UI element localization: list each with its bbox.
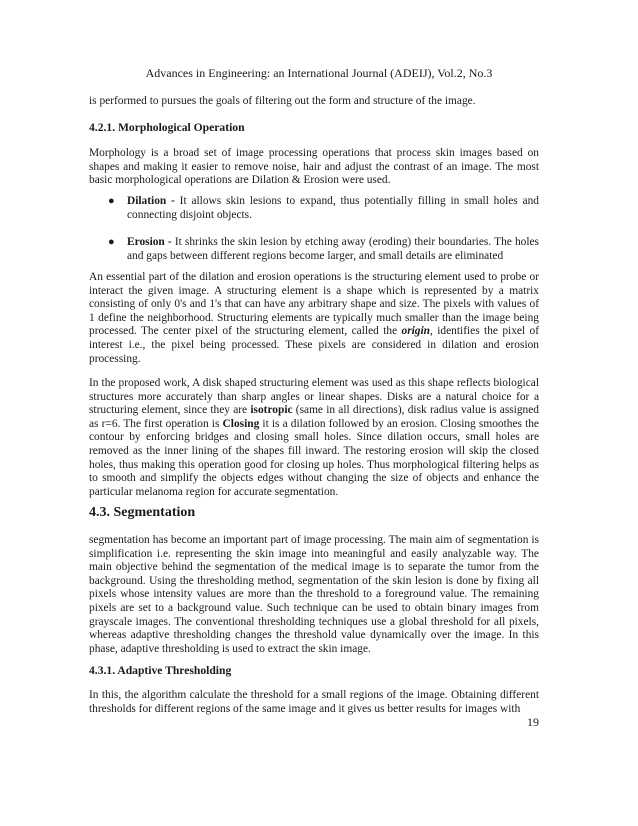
segmentation-paragraph: segmentation has become an important part of image processing. The main aim of segmentation is simplification i.e. representing the skin image into meaningful and easily analyzable way. The main objective behind the segmentation of the medical image is to separate the tumor from the background. Using the thresholding method, segmentation of the skin lesion is done by fixing all pixels whose intensity values are more than the threshold to a foreground value. The remaining pixels are set to a background value. Such technique can be used to obtain binary images from grayscale images. The conventional thresholding techniques use a global threshold for all pixels, whereas adaptive thresholding changes the threshold value dynamically over the image. In this phase, adaptive thresholding is used to extract the skin image. [89,534,539,655]
dilation-description: It allows skin lesions to expand, thus potentially filling in small holes and connecting disjoint objects. [127,195,539,221]
journal-header: Advances in Engineering: an International Journal (ADEIJ), Vol.2, No.3 [145,66,493,80]
bullet-dot-icon: ● [108,236,115,248]
bullet-dot-icon: ● [108,195,115,207]
heading-4-3: 4.3. Segmentation [89,505,196,520]
pw-text-c: it is a dilation followed by an erosion. Closing smoothes the contour by enforcing bridges and closing small holes. Since dilation occurs, small holes are removed as the inner lining of the shapes fill inward. The restoring erosion will skip the closed holes, thus making this operation good for closing up holes. Thus morphological filtering helps as to smooth and simplify the objects edges without changing the size of objects and enhance the particular melanoma region for accurate segmentation. [89,417,539,498]
term-isotropic: isotropic [250,404,293,417]
page-number: 19 [527,715,539,729]
bullet-dilation [108,195,539,222]
adaptive-thresholding-paragraph: In this, the algorithm calculate the threshold for a small regions of the image. Obtaining different thresholds for different regions of the same image and it gives us better results for images with [89,689,539,715]
bullet-dilation-text [127,195,539,222]
pw-text-b: (same in all directions), disk radius value is assigned as r=6. The first operation is [89,404,539,430]
bullet-erosion [108,236,539,263]
se-text-b: , identifies the pixel of interest i.e., the pixel being processed. These pixels are considered in dilation and erosion processing. [89,325,539,365]
erosion-description: It shrinks the skin lesion by etching away (eroding) their boundaries. The holes and gaps between different regions become larger, and small details are eliminated [127,236,539,262]
term-closing: Closing [222,417,260,430]
heading-4-2-1: 4.2.1. Morphological Operation [89,121,245,134]
term-erosion: Erosion - [127,236,172,248]
pw-text-a: In the proposed work, A disk shaped structuring element was used as this shape reflects biological structures more accurately than sharp angles or linear shapes. Disks are a natural choice for a structuring element, since they are [89,377,539,417]
term-origin: origin [401,325,431,338]
intro-line: is performed to pursues the goals of filtering out the form and structure of the image. [89,95,476,107]
heading-4-3-1: 4.3.1. Adaptive Thresholding [89,664,232,677]
proposed-work-paragraph [89,377,539,499]
morphology-paragraph: Morphology is a broad set of image processing operations that process skin images based on shapes and making it easier to remove noise, hair and adjust the contrast of an image. The most basic morphological operations are Dilation & Erosion were used. [89,147,539,187]
se-text-a: An essential part of the dilation and erosion operations is the structuring element used to probe or interact the given image. A structuring element is a shape which is represented by a matrix consisting of only 0's and 1's that can have any arbitrary shape and size. The pixels with values of 1 define the neighborhood. Structuring elements are typically much smaller than the image being processed. The center pixel of the structuring element, called the [89,271,539,338]
bullet-erosion-text [127,236,539,263]
structuring-element-paragraph [89,271,539,366]
term-dilation: Dilation - [127,195,175,207]
